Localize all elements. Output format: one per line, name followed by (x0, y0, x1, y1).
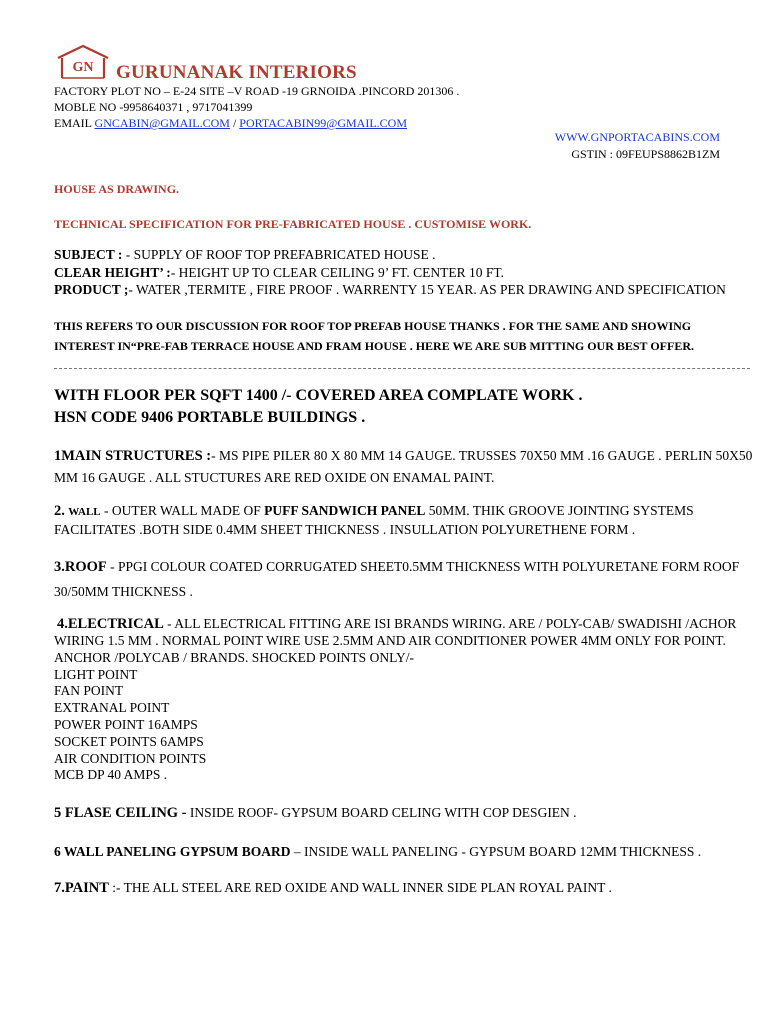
email-label: EMAIL (54, 116, 92, 130)
section-7-title: 7.PAINT (54, 880, 109, 896)
email-link-2[interactable]: PORTACABIN99@GMAIL.COM (239, 116, 407, 130)
section-3-title: 3.ROOF (54, 559, 107, 575)
electrical-line: FAN POINT (54, 683, 124, 699)
subject-label: SUBJECT : (54, 247, 123, 262)
company-name: GURUNANAK INTERIORS (116, 62, 357, 83)
section-1-title: 1MAIN STRUCTURES : (54, 448, 212, 464)
electrical-line: AIR CONDITION POINTS (54, 750, 207, 766)
product-text: - WATER ,TERMITE , FIRE PROOF . WARRENTY 15 YEAR. AS PER DRAWING AND SPECIFICATION (128, 282, 726, 297)
section-paint (54, 879, 612, 897)
factory-address: FACTORY PLOT NO – E-24 SITE –V ROAD -19 GRNOIDA .PINCORD 201306 . (54, 84, 460, 98)
email-line (54, 116, 407, 131)
electrical-line: WIRING 1.5 MM . NORMAL POINT WIRE USE 2.5MM AND AIR CONDITIONER POWER 4MM ONLY FOR POINT. (54, 633, 726, 648)
reference-line-1: THIS REFERS TO OUR DISCUSSION FOR ROOF TOP PREFAB HOUSE THANKS . FOR THE SAME AND SHOWING (54, 319, 692, 333)
section-false-ceiling (54, 804, 577, 822)
section-1-line-2: MM 16 GAUGE . ALL STUCTURES ARE RED OXIDE ON ENAMAL PAINT. (54, 470, 495, 485)
product-label: PRODUCT ; (54, 282, 129, 297)
section-wall (54, 502, 694, 538)
email-separator: / (232, 116, 237, 130)
section-electrical (57, 615, 736, 633)
electrical-line: MCB DP 40 AMPS . (54, 767, 168, 783)
clear-height-label: CLEAR HEIGHT’ : (54, 265, 171, 280)
logo-letters: GN (72, 60, 94, 75)
section-4-title: 4.ELECTRICAL (57, 616, 164, 632)
electrical-line: ANCHOR /POLYCAB / BRANDS. SHOCKED POINTS ONLY/- (54, 649, 414, 665)
email-link-1[interactable]: GNCABIN@GMAIL.COM (94, 116, 230, 130)
floor-rate: WITH FLOOR PER SQFT 1400 /- COVERED AREA COMPLATE WORK . (54, 387, 583, 404)
section-7-text: :- THE ALL STEEL ARE RED OXIDE AND WALL INNER SIDE PLAN ROYAL PAINT . (108, 880, 612, 895)
website-link[interactable]: WWW.GNPORTACABINS.COM (554, 130, 720, 144)
mobile-numbers: MOBLE NO -9958640371 , 9717041399 (54, 100, 253, 114)
section-5-title: 5 FLASE CEILING - (54, 805, 187, 821)
subject-line (54, 246, 436, 263)
product-line (54, 281, 726, 298)
section-roof (54, 558, 739, 576)
section-3-line-1: - PPGI COLOUR COATED CORRUGATED SHEET0.5MM THICKNESS WITH POLYURETANE FORM ROOF (106, 559, 740, 574)
hsn-code: HSN CODE 9406 PORTABLE BUILDINGS . (54, 409, 366, 426)
reference-line-2: INTEREST IN“PRE-FAB TERRACE HOUSE AND FRAM HOUSE . HERE WE ARE SUB MITTING OUR BEST OFFER. (54, 339, 695, 353)
electrical-line: EXTRANAL POINT (54, 700, 170, 716)
subject-text: - SUPPLY OF ROOF TOP PREFABRICATED HOUSE . (122, 247, 436, 262)
section-1-line-1: - MS PIPE PILER 80 X 80 MM 14 GAUGE. TRUSSES 70X50 MM .16 GAUGE . PERLIN 50X50 (211, 448, 753, 463)
section-6-text: – INSIDE WALL PANELING - GYPSUM BOARD 12MM THICKNESS . (290, 844, 702, 859)
section-2-number: 2. (54, 503, 65, 519)
dashed-divider (54, 368, 750, 369)
technical-spec-heading: TECHNICAL SPECIFICATION FOR PRE-FABRICATED HOUSE . CUSTOMISE WORK. (54, 217, 532, 231)
electrical-line: LIGHT POINT (54, 666, 138, 682)
electrical-line: SOCKET POINTS 6AMPS (54, 733, 204, 749)
section-2-text-b: 50MM. THIK GROOVE JOINTING SYSTEMS (425, 503, 694, 518)
section-main-structures (54, 447, 752, 491)
house-as-drawing: HOUSE AS DRAWING. (54, 182, 180, 196)
section-2-bold: PUFF SANDWICH PANEL (264, 503, 426, 518)
electrical-line: POWER POINT 16AMPS (54, 716, 198, 732)
section-2-line-2: FACILITATES .BOTH SIDE 0.4MM SHEET THICKNESS . INSULLATION POLYURETHENE FORM . (54, 522, 636, 537)
clear-height-text: - HEIGHT UP TO CLEAR CEILING 9’ FT. CENTER 10 FT. (170, 265, 505, 280)
section-2-title: WALL (68, 506, 101, 518)
section-3-line-2: 30/50MM THICKNESS . (54, 584, 193, 599)
section-2-text-a: - OUTER WALL MADE OF (100, 503, 265, 518)
gstin-number: GSTIN : 09FEUPS8862B1ZM (571, 147, 720, 161)
electrical-points-list (54, 633, 726, 784)
section-5-text: INSIDE ROOF- GYPSUM BOARD CELING WITH COP DESGIEN . (186, 805, 577, 820)
section-wall-paneling (54, 843, 701, 860)
company-logo (54, 44, 112, 80)
section-6-title: 6 WALL PANELING GYPSUM BOARD (54, 844, 291, 859)
clear-height-line (54, 264, 504, 281)
section-4-line-1: - ALL ELECTRICAL FITTING ARE ISI BRANDS WIRING. ARE / POLY-CAB/ SWADISHI /ACHOR (163, 616, 737, 631)
